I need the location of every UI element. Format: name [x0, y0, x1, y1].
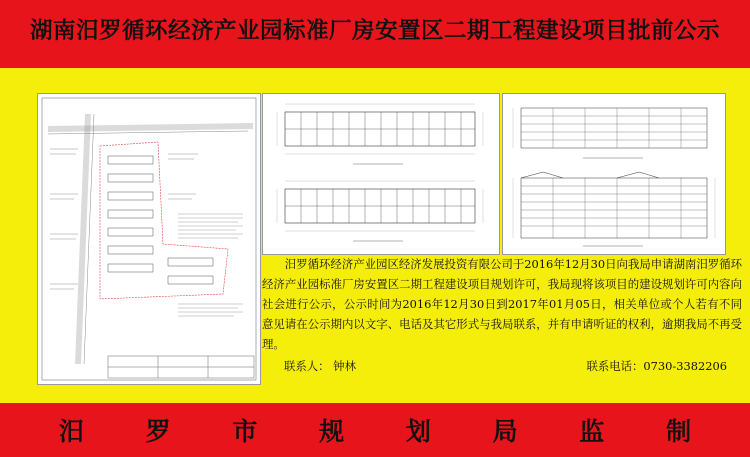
elevation-drawing	[503, 94, 725, 254]
footer-char: 划	[405, 417, 431, 446]
footer-char: 罗	[145, 417, 171, 446]
footer-char: 制	[666, 417, 692, 446]
contact-line	[262, 356, 742, 376]
footer-char: 市	[232, 417, 258, 446]
elevation-image	[502, 93, 726, 255]
footer-char: 监	[579, 417, 605, 446]
footer-char: 汨	[58, 417, 84, 446]
page-title: 湖南汨罗循环经济产业园标准厂房安置区二期工程建设项目批前公示	[29, 18, 720, 44]
site-plan-image	[37, 93, 261, 385]
notice-body: 汨罗循环经济产业园区经济发展投资有限公司于2016年12月30日向我局申请湖南汨罗循环经济产业园标准厂房安置区二期工程建设项目规划许可，我局现将该项目的建设规划许可内容向社会进行公示，公示时间为2016年12月30日到2017年01月05日，相关单位或个人若有不同意见请在公示期内以文字、电话及其它形式与我局联系，并有申请听证的权利，逾期我局不再受理。	[262, 257, 742, 351]
contact-person: 联系人： 钟林	[284, 359, 356, 373]
floor-plan-image	[262, 93, 500, 255]
title-band	[0, 0, 750, 68]
footer-char: 局	[492, 417, 518, 446]
footer-band	[0, 403, 750, 457]
notice-text	[262, 254, 742, 376]
footer-char: 规	[319, 417, 345, 446]
contact-phone: 联系电话：0730-3382206	[586, 359, 727, 373]
footer-text	[0, 403, 750, 457]
floor-plan-drawing	[263, 94, 499, 254]
site-plan-drawing	[38, 94, 260, 384]
